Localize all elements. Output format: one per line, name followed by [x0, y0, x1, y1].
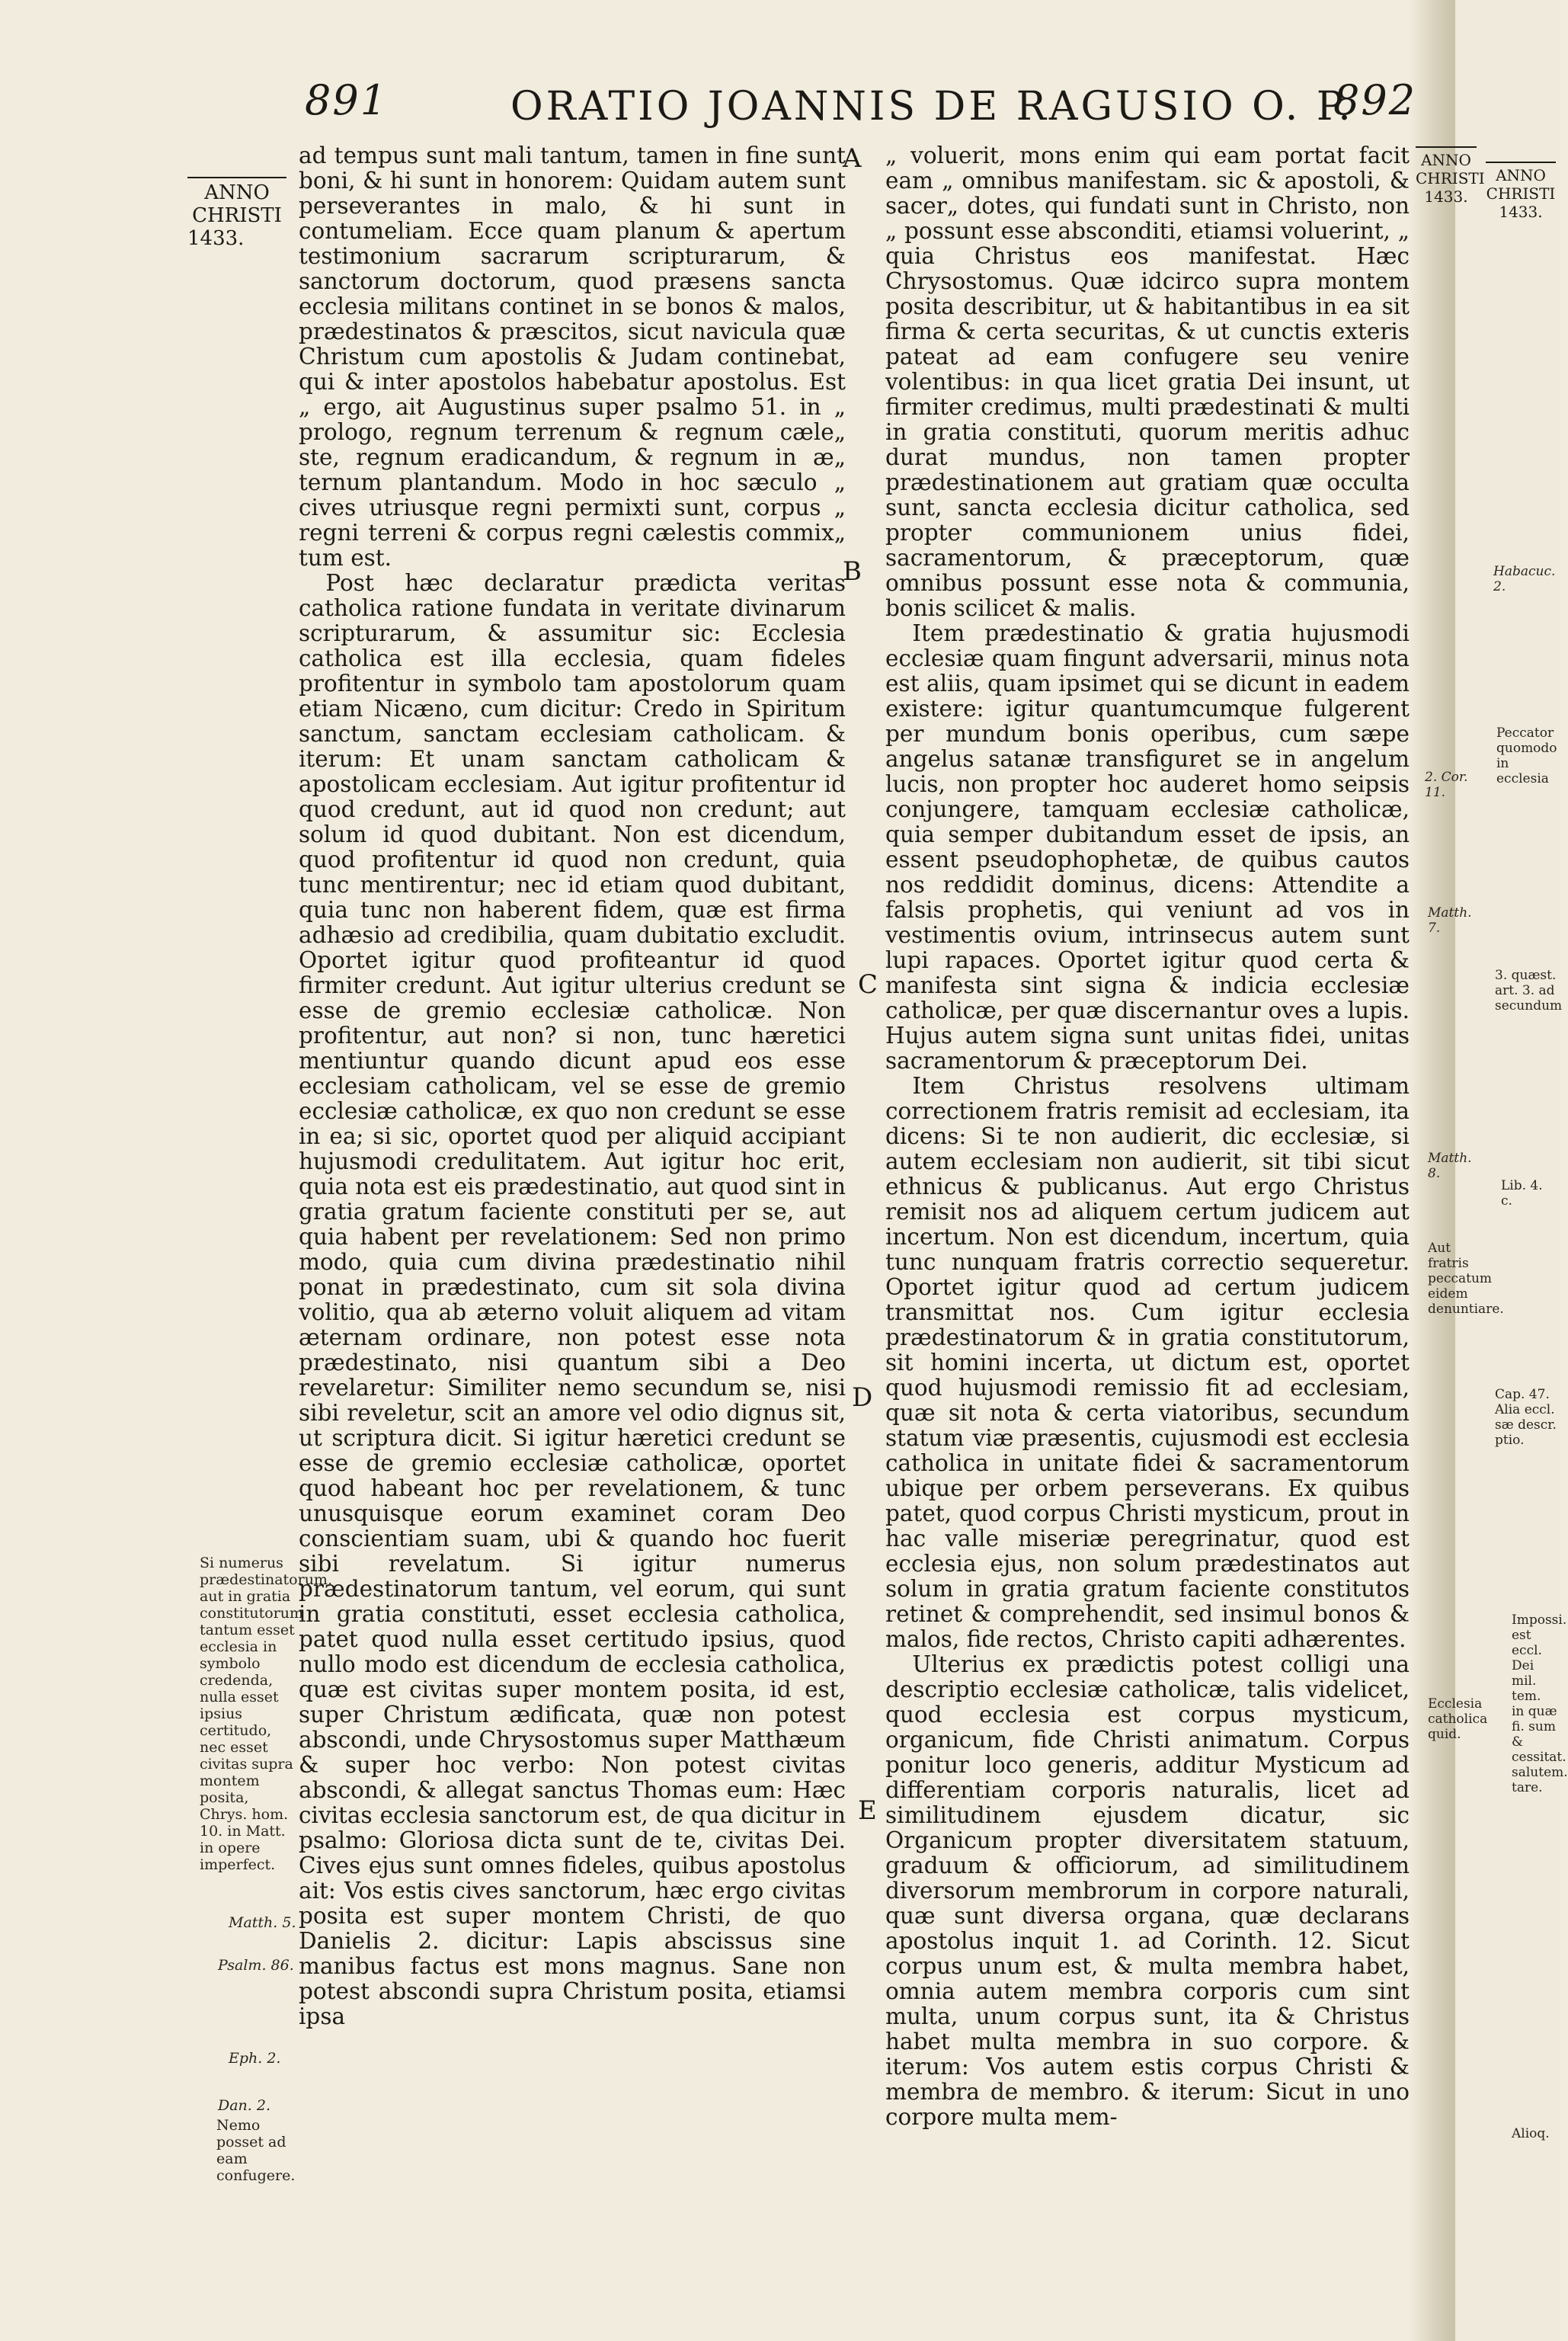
left-margin-note: Dan. 2. — [218, 2097, 271, 2114]
right-margin-note: Matth. 7. — [1428, 905, 1472, 936]
left-margin-note: Psalm. 86. — [218, 1957, 294, 1974]
running-title: ORATIO JOANNIS DE RAGUSIO O. P. — [510, 84, 1354, 130]
paragraph: Ulterius ex prædictis potest colligi una descriptio ecclesiæ catholicæ, talis videlicet, quod ecclesia est corpus mysticum, organicum, fide Christi animatum. Corpus ponitur loco generis, additur Mysticum ad differentiam corporis naturalis, licet ad similitudinem ejusdem dicatur, sic Organicum propter diversitatem statuum, graduum & officiorum, ad similitudinem diversorum membrorum in corpore naturali, quæ sunt diversa organa, quæ declarans apostolus inquit 1. ad Corinth. 12. Sicut corpus unum est, & multa membra habet, omnia autem membra corporis cum sint multa, unum corpus sunt, ita & Christus habet multa membra in suo corpore. & iterum: Vos autem estis corpus Christi & membra de membro. & iterum: Sicut in uno corpore multa mem- — [885, 1651, 1410, 2130]
left-text-column — [299, 143, 846, 2029]
left-margin-note: Matth. 5. — [229, 1914, 296, 1931]
year-label: 1433. — [1424, 187, 1468, 206]
paragraph: Item Christus resolvens ultimam correctionem fratris remisit ad ecclesiam, ita dicens: Si te non audierit, dic ecclesiæ, si autem ecclesiam non audierit, sit tibi sicut ethnicus & publicanus. Aut ergo Christus remisit nos ad aliquem certum judicem aut incertum. Non est dicendum, incertum, quia tunc nunquam fratris correctio sequeretur. Oportet igitur quod ad certum judicem transmittat nos. Cum igitur ecclesia prædestinatorum & in gratia constitutorum, sit homini incerta, ut dictum est, oportet quod hujusmodi remissio fit ad ecclesiam, quæ sit nota & certa viatoribus, secundum statum viæ præsentis, cujusmodi est ecclesia catholica in unitate fidei & sacramentorum ubique per orbem perseverans. Ex quibus patet, quod corpus Christi mysticum, prout in hac valle miseriæ peregrinatur, quod est ecclesia ejus, non solum prædestinatos aut solum in gratia gratum faciente constitutos retinet & comprehendit, sed insimul bonos & malos, fide rectos, Christo capiti adhærentes. — [885, 1073, 1410, 1652]
page-header — [297, 76, 1417, 145]
anno-rule — [187, 177, 286, 178]
paragraph: „ voluerit, mons enim qui eam portat facit eam „ omnibus manifestam. sic & apostoli, & sacer„ dotes, qui fundati sunt in Christo, non „ possunt esse absconditi, etiamsi voluerint, „ quia Christus eos manifestat. Hæc Chrysostomus. Quæ idcirco supra montem posita describitur, ut & habitantibus in ea sit firma & certa securitas, & ut cunctis exteris pateat ad eam confugere seu venire volentibus: in qua licet gratia Dei insunt, ut firmiter credimus, multi prædestinati & multi in gratia constituti, quorum meritis adhuc durat mundus, non tamen propter prædestinationem aut gratiam quæ occulta sunt, sancta ecclesia dicitur catholica, sed propter communionem unius fidei, sacramentorum, & præceptorum, quæ omnibus possunt esse nota & communia, bonis scilicet & malis. — [885, 143, 1410, 621]
right-margin-note: Peccator quomodo in ecclesia — [1496, 725, 1557, 786]
paragraph: ad tempus sunt mali tantum, tamen in fine sunt boni, & hi sunt in honorem: Quidam autem sunt perseverantes in malo, & hi sunt in contumeliam. Ecce quam planum & apertum testimonium sacrarum scripturarum, & sanctorum doctorum, quod præsens sancta ecclesia militans continet in se bonos & malos, prædestinatos & præscitos, sicut navicula quæ Christum cum apostolis & Judam continebat, qui & inter apostolos habebatur apostolus. Est „ ergo, ait Augustinus super psalmo 51. in „ prologo, regnum terrenum & regnum cæle„ ste, regnum eradicandum, & regnum in æ„ ternum plantandum. Modo in hoc sæculo „ cives utriusque regni permixti sunt, corpus „ regni terreni & corpus regni cælestis commix„ tum est. — [299, 143, 846, 571]
right-margin-note: 2. Cor. 11. — [1425, 770, 1468, 800]
anno-rule — [1416, 146, 1477, 148]
right-margin-note: Cap. 47. Alia eccl. sæ descr. ptio. — [1495, 1387, 1557, 1448]
anno-christi-right — [1416, 146, 1485, 206]
right-margin-note: Alioq. — [1512, 2126, 1550, 2141]
left-margin-note: Si numerus prædestinatorum, aut in gratia constitutorum tantum esset ecclesia in symbolo credenda, nulla esset ipsius certitudo, nec esset civitas supra montem posita, Chrys. hom. 10. in Matt. in opere imperfect. — [200, 1555, 332, 1873]
anno-christi-far-right — [1486, 162, 1556, 221]
paragraph: Item prædestinatio & gratia hujusmodi ecclesiæ quam fingunt adversarii, minus nota est aliis, quam ipsimet qui se dicunt in eadem existere: igitur quantumcumque fulgerent per mundum bonis operibus, cum sæpe angelus satanæ transfiguret se in angelum lucis, non propter hoc auderet homo seipsis conjungere, tamquam ecclesiæ catholicæ, quia semper dubitandum esset de ipsis, an essent pseudophophetæ, de quibus cautos nos reddidit dominus, dicens: Attendite a falsis prophetis, qui veniunt ad vos in vestimentis ovium, intrinsecus autem sunt lupi rapaces. Oportet igitur quod certa & manifesta sint signa & indicia ecclesiæ catholicæ, per quæ discernantur oves a lupis. Hujus autem signa sunt unitas fidei, unitas sacramentorum & præceptorum Dei. — [885, 620, 1410, 1074]
anno-label: ANNO — [1496, 166, 1546, 184]
christi-label: CHRISTI — [1486, 184, 1556, 203]
right-text-column — [885, 143, 1410, 2130]
left-margin-note: Nemo posset ad eam confugere. — [216, 2117, 296, 2184]
christi-label: CHRISTI — [192, 204, 282, 227]
right-margin-note: Aut fratris peccatum eidem denuntiare. — [1428, 1241, 1504, 1317]
christi-label: CHRISTI — [1416, 169, 1485, 187]
right-margin-note: Lib. 4. c. — [1501, 1178, 1543, 1209]
anno-rule — [1486, 162, 1556, 163]
section-letter-e: E — [858, 1795, 877, 1826]
anno-christi-left — [187, 177, 286, 250]
section-letter-b: B — [843, 556, 862, 587]
section-letter-d: D — [852, 1382, 873, 1413]
right-margin-note: Impossi. est eccl. Dei mil. tem. in quæ fi. sum & cessitat. salutem. tare. — [1512, 1612, 1568, 1795]
right-margin-note: Matth. 8. — [1428, 1151, 1472, 1181]
left-margin-note: Eph. 2. — [229, 2050, 281, 2067]
right-margin-note: Ecclesia catholica quid. — [1428, 1696, 1488, 1742]
year-label: 1433. — [1499, 203, 1543, 221]
anno-label: ANNO — [204, 181, 270, 204]
right-page-number: 892 — [1333, 76, 1417, 124]
section-letter-c: C — [858, 969, 878, 1000]
right-margin-note: Habacuc. 2. — [1493, 564, 1556, 594]
left-page-number: 891 — [305, 76, 389, 124]
anno-label: ANNO — [1421, 151, 1471, 169]
right-margin-note: 3. quæst. art. 3. ad secundum — [1495, 968, 1563, 1014]
year-label: 1433. — [187, 227, 245, 250]
paragraph: Post hæc declaratur prædicta veritas catholica ratione fundata in veritate divinarum scripturarum, & assumitur sic: Ecclesia catholica est illa ecclesia, quam fideles profitentur in symbolo tam apostolorum quam etiam Nicæno, cum dicitur: Credo in Spiritum sanctum, sanctam ecclesiam catholicam. & iterum: Et unam sanctam catholicam & apostolicam ecclesiam. Aut igitur profitentur id quod credunt, aut id quod non credunt; aut solum id quod dubitant. Non est dicendum, quod profitentur id quod non credunt, quia tunc mentirentur; nec id etiam quod dubitant, quia tunc non haberent fidem, quæ est firma adhæsio ad credibilia, quam dubitatio excludit. Oportet igitur quod profiteantur id quod firmiter credunt. Aut igitur ulterius credunt se esse de gremio ecclesiæ catholicæ. Non profitentur, aut non? si non, tunc hæretici mentiuntur quando dicunt apud eos esse ecclesiam catholicam, vel se esse de gremio ecclesiæ catholicæ, ex quo non credunt se esse in ea; si sic, oportet quod per aliquid accipiant hujusmodi credulitatem. Aut igitur hoc erit, quia nota est eis prædestinatio, aut quod sint in gratia gratum faciente constituti per se, aut quia habent per revelationem: Sed non primo modo, quia cum divina prædestinatio nihil ponat in prædestinato, cum sit sola divina volitio, qua ab æterno voluit aliquem ad vitam æternam ordinare, non potest esse nota prædestinato, nisi quantum sibi a Deo revelaretur: Similiter nemo secundum se, nisi sibi reveletur, scit an amore vel odio dignus sit, ut scriptura dicit. Si igitur hæretici credunt se esse de gremio ecclesiæ catholicæ, oportet quod habeant hoc per revelationem, & tunc unusquisque eorum examinet coram Deo conscientiam suam, ubi & quando hoc fuerit sibi revelatum. Si igitur numerus prædestinatorum tantum, vel eorum, qui sunt in gratia constituti, esset ecclesia catholica, patet quod nulla esset certitudo ipsius, quod nullo modo est dicendum de ecclesia catholica, quæ est civitas super montem posita, id est, super Christum ædificata, quæ non potest abscondi, unde Chrysostomus super Matthæum & super hoc verbo: Non potest civitas abscondi, & allegat sanctus Thomas eum: Hæc civitas ecclesia sanctorum est, de qua dicitur in psalmo: Gloriosa dicta sunt de te, civitas Dei. Cives ejus sunt omnes fideles, quibus apostolus ait: Vos estis cives sanctorum, hæc ergo civitas posita est super montem Christi, de quo Danielis 2. dicitur: Lapis abscissus sine manibus factus est mons magnus. Sane non potest abscondi supra Christum posita, etiamsi ipsa — [299, 570, 846, 2029]
section-letter-a: A — [843, 143, 862, 174]
